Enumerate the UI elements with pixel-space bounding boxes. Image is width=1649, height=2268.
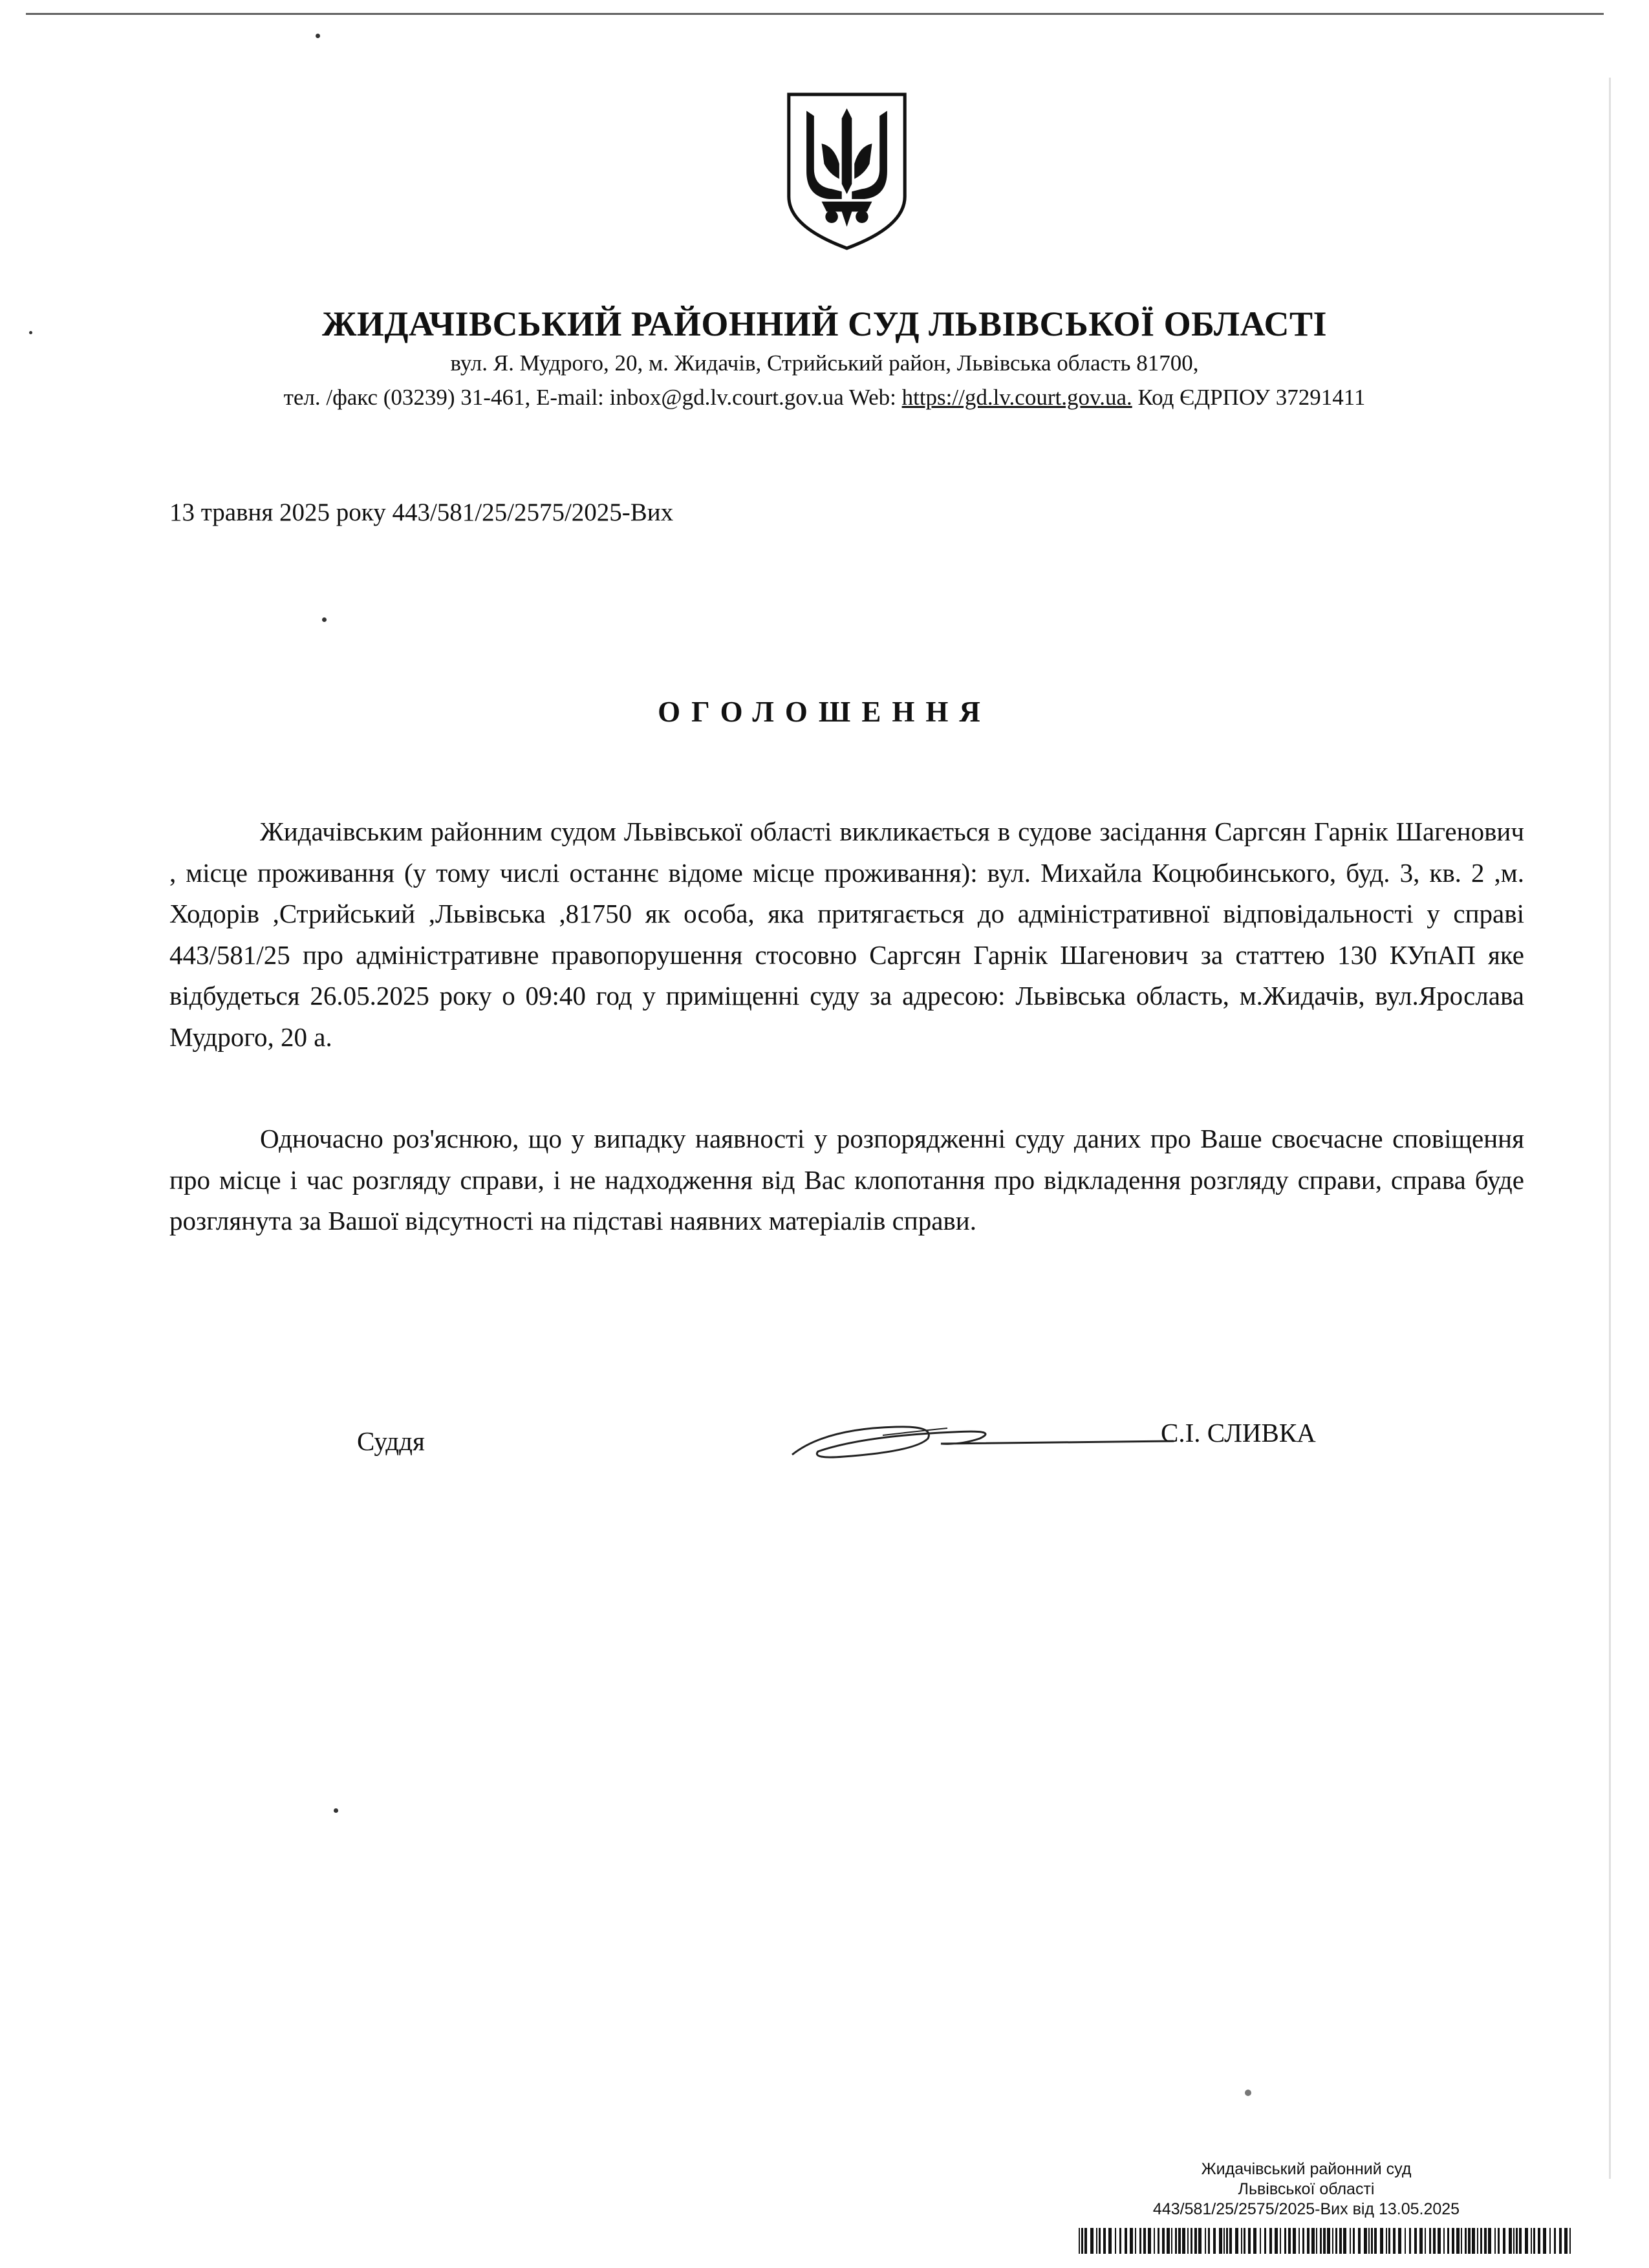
handwritten-signature — [786, 1413, 1174, 1471]
barcode-bar — [1103, 2228, 1106, 2254]
barcode-bar — [1205, 2228, 1206, 2254]
barcode-bar — [1447, 2228, 1449, 2254]
barcode-bar — [1358, 2228, 1361, 2254]
barcode-bar — [1079, 2228, 1080, 2254]
barcode-bar — [1323, 2228, 1326, 2254]
barcode-bar — [1235, 2228, 1238, 2254]
barcode-bar — [1456, 2228, 1460, 2254]
barcode-bar — [1438, 2228, 1441, 2254]
barcode-bar — [1472, 2228, 1475, 2254]
barcode-bar — [1171, 2228, 1172, 2254]
barcode-bar — [1409, 2228, 1411, 2254]
website-link: https://gd.lv.court.gov.ua. — [901, 385, 1132, 410]
barcode-bar — [1264, 2228, 1266, 2254]
barcode-bar — [1269, 2228, 1272, 2254]
barcode-bar — [1316, 2228, 1317, 2254]
scan-speck — [334, 1808, 338, 1813]
edrpou-code: Код ЄДРПОУ 37291411 — [1132, 385, 1366, 410]
barcode-bar — [1229, 2228, 1232, 2254]
barcode-bar — [1353, 2228, 1355, 2254]
barcode-bar — [1569, 2228, 1571, 2254]
barcode-bar — [1096, 2228, 1097, 2254]
judge-role: Суддя — [357, 1426, 425, 1456]
barcode-bar — [1429, 2228, 1431, 2254]
barcode-bar — [1090, 2228, 1094, 2254]
scan-edge-top — [26, 13, 1604, 15]
stamp-court-name: Жидачівський районний суд — [1201, 2160, 1412, 2178]
barcode-bar — [1139, 2228, 1141, 2254]
barcode-bar — [1516, 2228, 1518, 2254]
registration-stamp — [1125, 2159, 1487, 2220]
barcode-bar — [1125, 2228, 1127, 2254]
barcode-bar — [1130, 2228, 1133, 2254]
coat-of-arms-icon — [784, 91, 910, 252]
barcode-bar — [1191, 2228, 1192, 2254]
barcode-bar — [1364, 2228, 1367, 2254]
barcode-bar — [1135, 2228, 1136, 2254]
barcode-bar — [1320, 2228, 1322, 2254]
barcode-bar — [1559, 2228, 1562, 2254]
barcode-bar — [1477, 2228, 1478, 2254]
stamp-region: Львівської області — [1238, 2180, 1375, 2198]
barcode-bar — [1219, 2228, 1222, 2254]
barcode-bar — [1484, 2228, 1487, 2254]
barcode-bar — [1288, 2228, 1291, 2254]
barcode-bar — [1154, 2228, 1155, 2254]
barcode-bar — [1213, 2228, 1216, 2254]
barcode-bar — [1350, 2228, 1351, 2254]
barcode-bar — [1293, 2228, 1296, 2254]
document-title: ОГОЛОШЕННЯ — [658, 696, 991, 728]
barcode-bar — [1525, 2228, 1528, 2254]
barcode-bar — [1280, 2228, 1281, 2254]
barcode-bar — [1084, 2228, 1087, 2254]
barcode-bar — [1178, 2228, 1181, 2254]
stamp-reference: 443/581/25/2575/2025-Вих від 13.05.2025 — [1152, 2200, 1460, 2218]
barcode-bar — [1339, 2228, 1342, 2254]
barcode-bar — [1509, 2228, 1512, 2254]
barcode-bar — [1148, 2228, 1151, 2254]
scan-speck — [1245, 2090, 1251, 2096]
barcode-bar — [1307, 2228, 1310, 2254]
barcode-bar — [1260, 2228, 1261, 2254]
barcode-bar — [1388, 2228, 1390, 2254]
contacts-text: тел. /факс (03239) 31-461, E-mail: inbox@gd.lv.court.gov.ua Web: — [283, 385, 902, 410]
barcode-bar — [1081, 2228, 1083, 2254]
barcode-bar — [1531, 2228, 1532, 2254]
barcode-bar — [1343, 2228, 1346, 2254]
barcode-bar — [1143, 2228, 1146, 2254]
barcode-bar — [1299, 2228, 1300, 2254]
barcode-bar — [1452, 2228, 1454, 2254]
barcode-bar — [1554, 2228, 1556, 2254]
barcode-bar — [1513, 2228, 1514, 2254]
barcode-bar — [1208, 2228, 1210, 2254]
judge-name: С.І. СЛИВКА — [1161, 1418, 1316, 1448]
barcode-bar — [1371, 2228, 1373, 2254]
barcode-bar — [1480, 2228, 1482, 2254]
barcode-bar — [1253, 2228, 1256, 2254]
barcode-bar — [1419, 2228, 1423, 2254]
barcode-bar — [1327, 2228, 1330, 2254]
barcode-bar — [1380, 2228, 1383, 2254]
barcode-bar — [1241, 2228, 1242, 2254]
barcode-bar — [1461, 2228, 1462, 2254]
barcode-bar — [1368, 2228, 1370, 2254]
barcode-bar — [1182, 2228, 1185, 2254]
barcode-bar — [1393, 2228, 1396, 2254]
scan-speck — [316, 34, 320, 38]
barcode-bar — [1244, 2228, 1245, 2254]
barcode-bar — [1108, 2228, 1112, 2254]
barcode-bar — [1405, 2228, 1406, 2254]
barcode-bar — [1187, 2228, 1189, 2254]
barcode-bar — [1302, 2228, 1304, 2254]
barcode-bar — [1198, 2228, 1202, 2254]
barcode-bar — [1167, 2228, 1170, 2254]
barcode-bar — [1275, 2228, 1278, 2254]
barcode-bar — [1311, 2228, 1315, 2254]
barcode-bar — [1115, 2228, 1116, 2254]
court-address: вул. Я. Мудрого, 20, м. Жидачів, Стрийський район, Львівська область 81700, — [450, 350, 1199, 376]
barcode-bar — [1175, 2228, 1177, 2254]
barcode-bar — [1425, 2228, 1426, 2254]
barcode-bar — [1119, 2228, 1121, 2254]
court-name: ЖИДАЧІВСЬКИЙ РАЙОННИЙ СУД ЛЬВІВСЬКОЇ ОБЛАСТІ — [321, 305, 1327, 343]
barcode-bar — [1194, 2228, 1197, 2254]
barcode-bar — [1564, 2228, 1568, 2254]
barcode-bar — [1549, 2228, 1551, 2254]
barcode-bar — [1433, 2228, 1436, 2254]
barcode-bar — [1443, 2228, 1445, 2254]
barcode-bar — [1543, 2228, 1546, 2254]
paragraph-explanation: Одночасно роз'яснюю, що у випадку наявності у розпорядженні суду даних про Ваше своєчасне сповіщення про місце і час розгляду справи, і не надходження від Вас клопотання про відкладення розгляду справи, справа буде розглянута за Вашої відсутності на підставі наявних матеріалів справи. — [169, 1124, 1524, 1236]
barcode-bar — [1335, 2228, 1337, 2254]
barcode-bar — [1533, 2228, 1535, 2254]
barcode-bar — [1158, 2228, 1159, 2254]
barcode-bar — [1374, 2228, 1377, 2254]
scan-speck — [322, 617, 327, 622]
barcode-bar — [1386, 2228, 1387, 2254]
barcode-bar — [1519, 2228, 1522, 2254]
barcode-bar — [1468, 2228, 1471, 2254]
date-reference: 13 травня 2025 року 443/581/25/2575/2025-Вих — [169, 498, 674, 526]
barcode-bar — [1162, 2228, 1165, 2254]
barcode-bar — [1223, 2228, 1225, 2254]
barcode-bar — [1226, 2228, 1228, 2254]
barcode-bar — [1099, 2228, 1101, 2254]
barcode-bar — [1538, 2228, 1540, 2254]
barcode-bar — [1332, 2228, 1333, 2254]
barcode-bar — [1488, 2228, 1491, 2254]
paragraph-summons: Жидачівським районним судом Львівської області викликається в судове засідання Саргсян Гарнік Шагенович , місце проживання (у тому числі останнє відоме місце проживання): вул. Михайла Коцюбинського, буд. 3, кв. 2 ,м. Ходорів ,Стрийський ,Львівська ,81750 як особа, яка притягається до адміністративної відповідальності у справі 443/581/25 про адміністративне правопорушення стосовно Саргсян Гарнік Шагенович за статтею 130 КУпАП яке відбудеться 26.05.2025 року о 09:40 год у приміщенні суду за адресою: Львівська область, м.Жидачів, вул.Ярослава Мудрого, 20 а. — [169, 817, 1524, 1052]
barcode-bar — [1248, 2228, 1251, 2254]
barcode-icon — [1079, 2228, 1577, 2254]
barcode-bar — [1503, 2228, 1505, 2254]
barcode-bar — [1398, 2228, 1401, 2254]
barcode-bar — [1414, 2228, 1417, 2254]
barcode-bar — [1498, 2228, 1500, 2254]
barcode-bar — [1465, 2228, 1467, 2254]
barcode-bar — [1284, 2228, 1286, 2254]
barcode-bar — [1494, 2228, 1496, 2254]
court-contacts — [0, 385, 1649, 411]
